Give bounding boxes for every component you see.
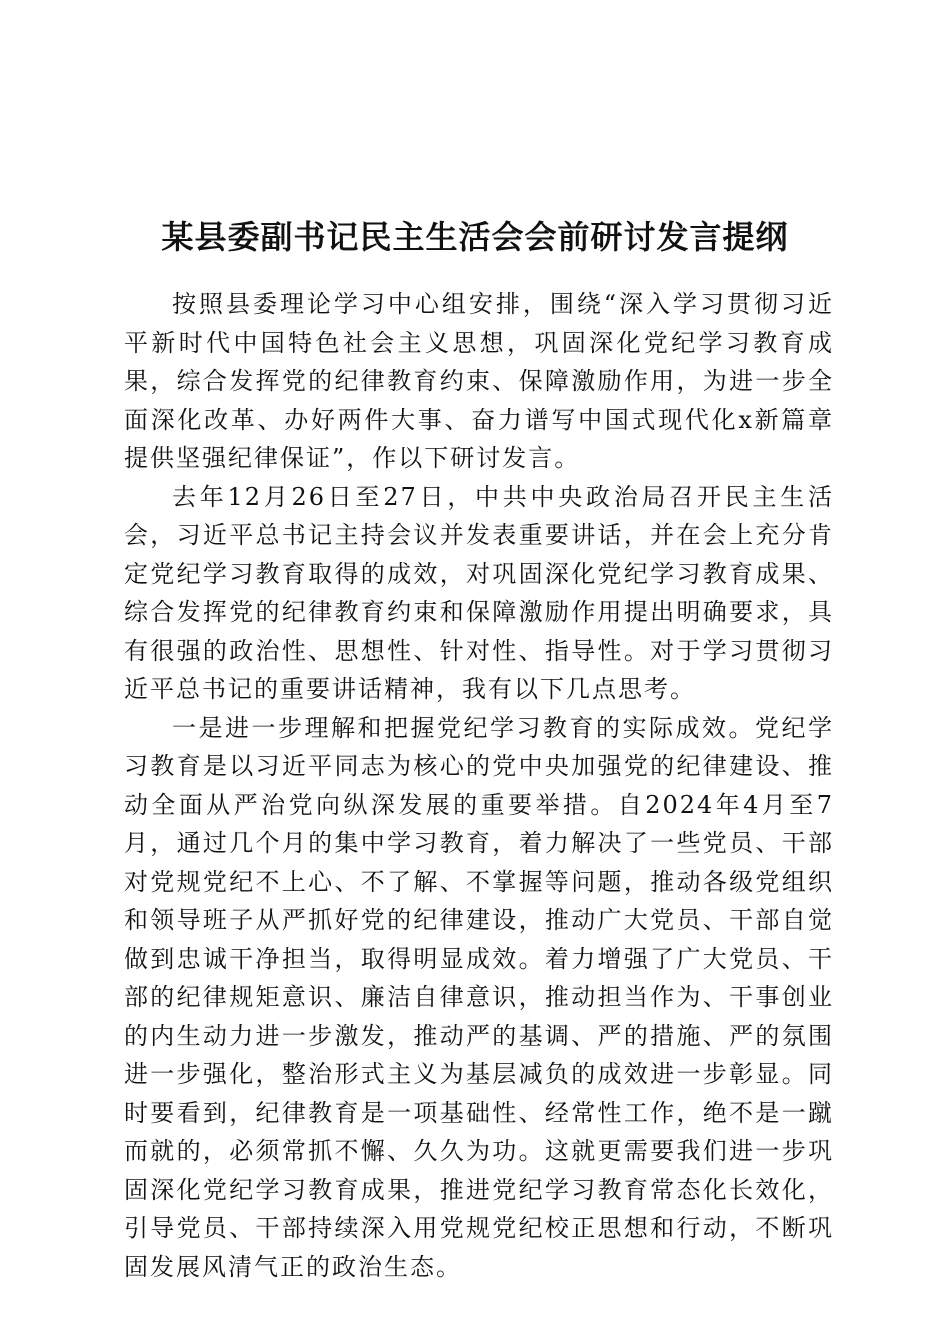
paragraph-intro: 按照县委理论学习中心组安排，围绕“深入学习贯彻习近平新时代中国特色社会主义思想，巩固深化党纪学习教育成果，综合发挥党的纪律教育约束、保障激励作用，为进一步全面深化改革、办好两件大事、奋力谱写中国式现代化x新篇章提供坚强纪律保证”，作以下研讨发言。 bbox=[124, 290, 834, 472]
paragraph-background: 去年12月26日至27日，中共中央政治局召开民主生活会，习近平总书记主持会议并发表重要讲话，并在会上充分肯定党纪学习教育取得的成效，对巩固深化党纪学习教育成果、综合发挥党的纪律教育约束和保障激励作用提出明确要求，具有很强的政治性、思想性、针对性、指导性。对于学习贯彻习近平总书记的重要讲话精神，我有以下几点思考。 bbox=[124, 482, 834, 703]
document-title: 某县委副书记民主生活会会前研讨发言提纲 bbox=[161, 218, 789, 257]
paragraph-point-one: 一是进一步理解和把握党纪学习教育的实际成效。党纪学习教育是以习近平同志为核心的党中央加强党的纪律建设、推动全面从严治党向纵深发展的重要举措。自2024年4月至7月，通过几个月的集中学习教育，着力解决了一些党员、干部对党规党纪不上心、不了解、不掌握等问题，推动各级党组织和领导班子从严抓好党的纪律建设，推动广大党员、干部自觉做到忠诚干净担当，取得明显成效。着力增强了广大党员、干部的纪律规矩意识、廉洁自律意识，推动担当作为、干事创业的内生动力进一步激发，推动严的基调、严的措施、严的氛围进一步强化，整治形式主义为基层减负的成效进一步彰显。同时要看到，纪律教育是一项基础性、经常性工作，绝不是一蹴而就的，必须常抓不懈、久久为功。这就更需要我们进一步巩固深化党纪学习教育成果，推进党纪学习教育常态化长效化，引导党员、干部持续深入用党规党纪校正思想和行动，不断巩固发展风清气正的政治生态。 bbox=[124, 713, 834, 1281]
document-body bbox=[124, 285, 834, 1286]
